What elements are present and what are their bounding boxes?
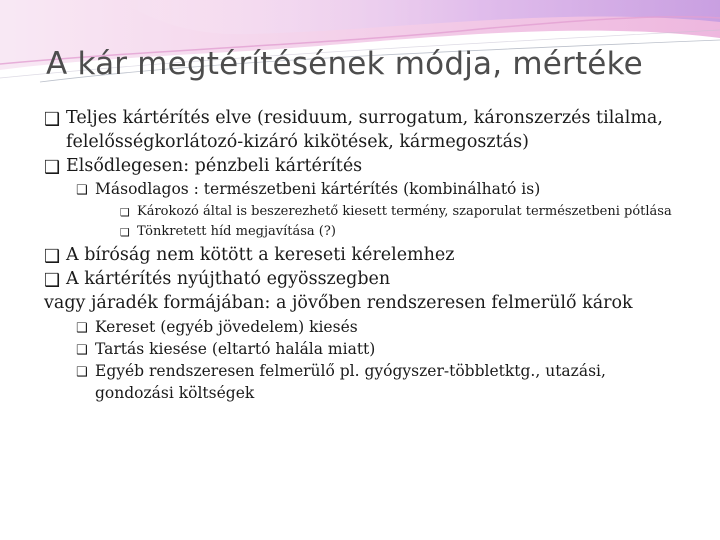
square-bullet-icon: ❑ <box>76 183 88 198</box>
bullet-item-4 <box>44 267 684 291</box>
sub-bullet-item <box>44 178 684 200</box>
bullet-text: A kártérítés nyújtható egyösszegben <box>66 269 391 289</box>
sub-bullet-item <box>44 316 684 338</box>
bullet-text: A bíróság nem kötött a kereseti kérelemhez <box>66 245 455 265</box>
sub-bullet-item <box>44 360 684 404</box>
bullet-item-2 <box>44 154 684 178</box>
bullet-text: Tartás kiesése (eltartó halála miatt) <box>95 340 376 358</box>
square-bullet-icon: ❑ <box>76 321 88 336</box>
bullet-text: Károkozó által is beszerezhető kiesett termény, szaporulat természetbeni pótlása <box>137 204 672 219</box>
sub-sub-bullet-item <box>44 223 684 240</box>
bullet-item-3 <box>44 243 684 267</box>
square-bullet-icon: ❑ <box>44 157 61 178</box>
bullet-text: Egyéb rendszeresen felmerülő pl. gyógyszer-többletktg., utazási, gondozási költségek <box>95 362 606 402</box>
slide-body <box>44 106 684 404</box>
bullet-text: Kereset (egyéb jövedelem) kiesés <box>95 318 358 336</box>
slide-title: A kár megtérítésének módja, mértéke <box>46 46 643 82</box>
square-bullet-icon: ❑ <box>44 270 61 291</box>
bullet-text: Másodlagos : természetbeni kártérítés (kombinálható is) <box>95 180 541 198</box>
bullet-text: Tönkretett híd megjavítása (?) <box>137 224 336 239</box>
square-bullet-icon: ❑ <box>44 246 61 267</box>
square-bullet-icon: ❑ <box>120 206 130 219</box>
continuation-line: vagy járadék formájában: a jövőben rendszeresen felmerülő károk <box>44 293 633 313</box>
sub-bullet-item <box>44 338 684 360</box>
bullet-text: Teljes kártérítés elve (residuum, surrogatum, káronszerzés tilalma, felelősségkorlátozó-kizáró kikötések, kármegosztás) <box>66 108 663 152</box>
square-bullet-icon: ❑ <box>120 226 130 239</box>
square-bullet-icon: ❑ <box>76 343 88 358</box>
sub-sub-bullet-item <box>44 203 684 220</box>
square-bullet-icon: ❑ <box>76 365 88 380</box>
bullet-text: Elsődlegesen: pénzbeli kártérítés <box>66 156 363 176</box>
bullet-item-1 <box>44 106 684 154</box>
square-bullet-icon: ❑ <box>44 109 61 130</box>
